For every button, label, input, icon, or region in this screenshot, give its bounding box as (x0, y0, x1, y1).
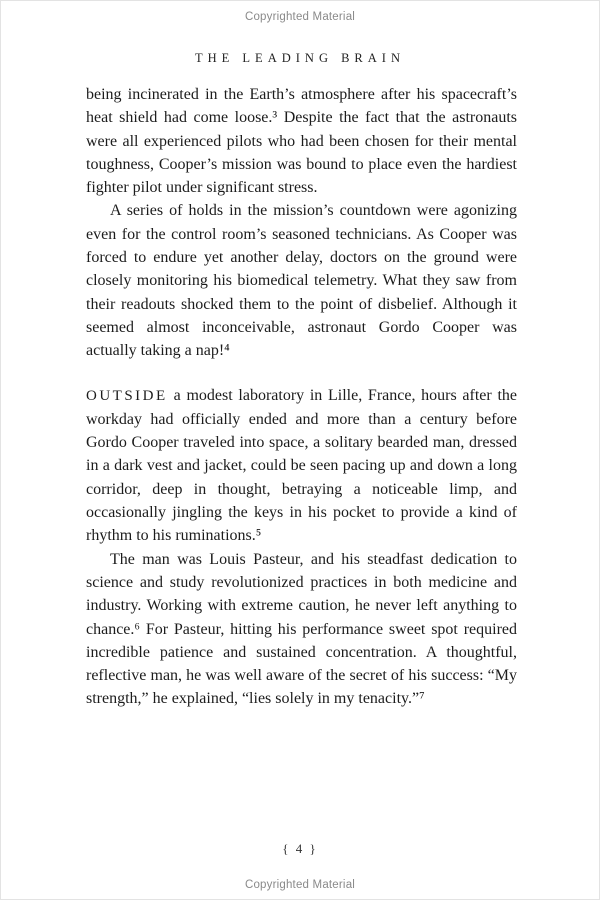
copyright-notice-top: Copyrighted Material (244, 11, 356, 23)
paragraph: The man was Louis Pasteur, and his steadfast dedication to science and study revolutionized practices in both medicine and industry. Working with extreme caution, he never left anything to chance.⁶ For Pasteur, hitting his performance sweet spot required incredible patience and sustained concentration. A thoughtful, reflective man, he was well aware of the secret of his success: “My strength,” he explained, “lies solely in my tenacity.”⁷ (86, 550, 517, 708)
page-number: { 4 } (282, 841, 318, 856)
paragraph: A series of holds in the mission’s countdown were agonizing even for the control room’s seasoned technicians. As Cooper was forced to endure yet another delay, doctors on the ground were closely monitoring his biomedical telemetry. What they saw from their readouts shocked them to the point of disbelief. Although it seemed almost inconceivable, astronaut Gordo Cooper was actually taking a nap!⁴ (86, 202, 517, 360)
paragraph-continuation: being incinerated in the Earth’s atmosphere after his spacecraft’s heat shield had come loose.³ Despite the fact that the astronauts were all experienced pilots who had been chosen for their mental toughness, Cooper’s mission was bound to place even the hardiest fighter pilot under significant stress. (86, 86, 517, 197)
copyright-notice-bottom: Copyrighted Material (244, 879, 356, 891)
text-block (86, 83, 517, 711)
paragraph-text: a modest laboratory in Lille, France, hours after the workday had officially ended and more than a century before Gordo Cooper traveled into space, a solitary bearded man, dressed in a dark vest and jacket, could be seen pacing up and down a long corridor, deep in thought, betraying a noticeable limp, and occasionally jingling the keys in his pocket to provide a kind of rhythm to his ruminations.⁵ (86, 386, 517, 545)
section-lead-word: OUTSIDE (86, 387, 168, 404)
running-header: THE LEADING BRAIN (195, 51, 405, 65)
paragraph-section-start (86, 384, 517, 548)
